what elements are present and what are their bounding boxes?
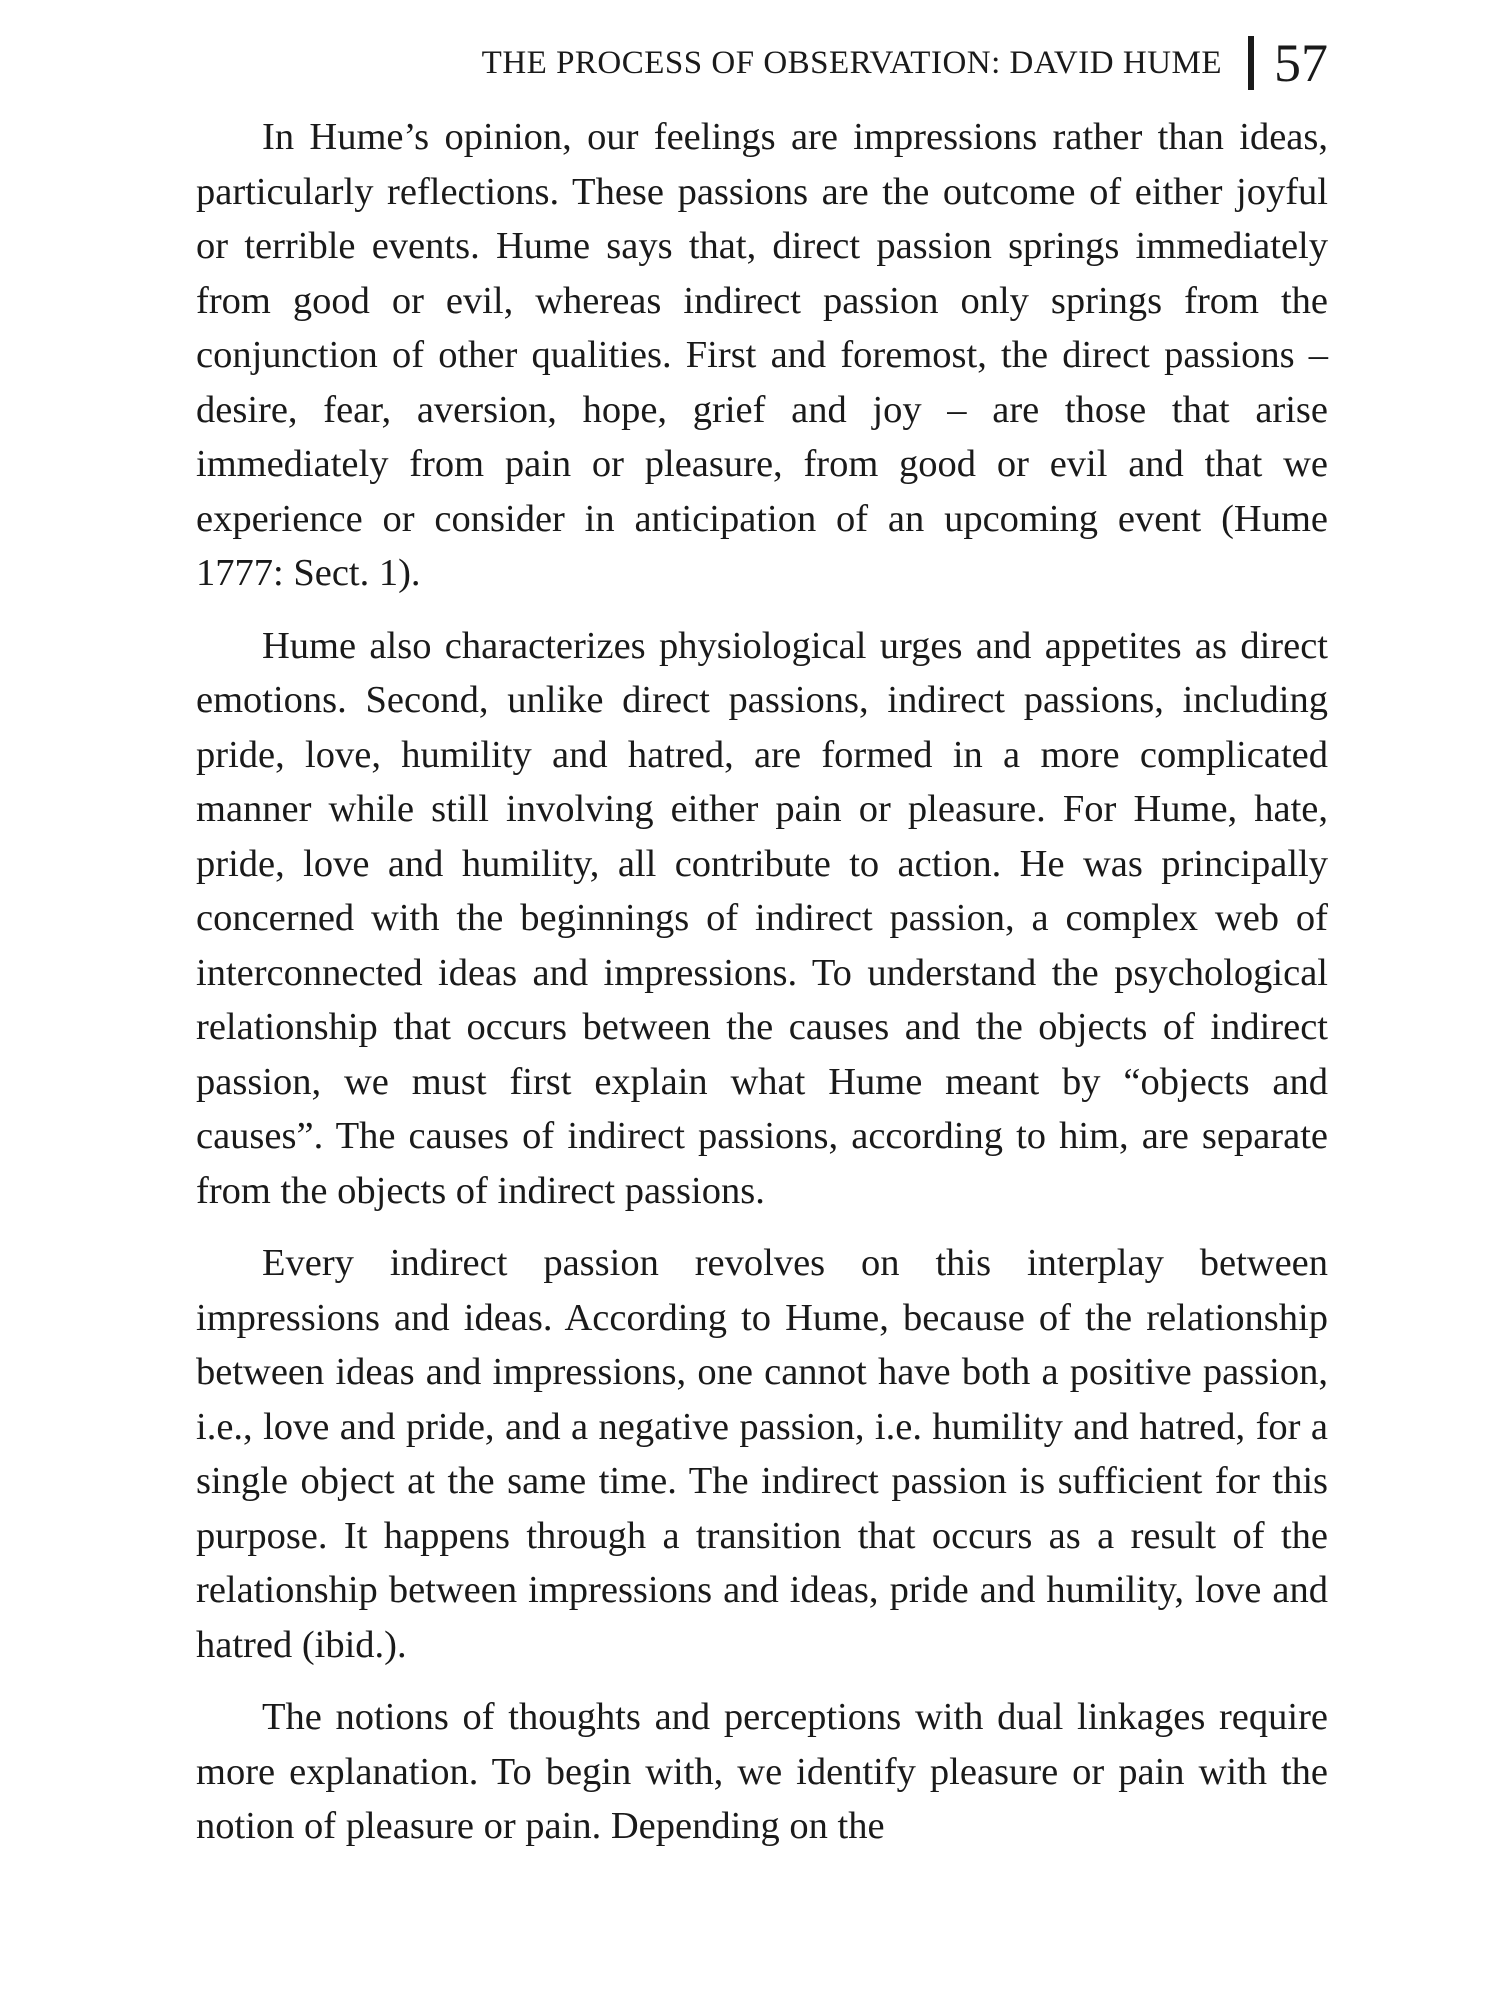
body-text — [196, 110, 1328, 1872]
page-number: 57 — [1274, 33, 1328, 93]
paragraph-4: The notions of thoughts and perceptions with dual linkages require more explanation. To begin with, we identify pleasure or pain with the notion of pleasure or pain. Depending on the — [196, 1696, 1328, 1847]
header-divider — [1248, 36, 1254, 90]
running-head — [200, 30, 1328, 96]
paragraph-1: In Hume’s opinion, our feelings are impressions rather than ideas, particularly reflections. These passions are the outcome of either joyful or terrible events. Hume says that, direct passion springs immediately from good or evil, whereas indirect passion only springs from the conjunction of other qualities. First and foremost, the direct passions – desire, fear, aversion, hope, grief and joy – are those that arise immediately from pain or pleasure, from good or evil and that we experience or consider in anticipation of an upcoming event (Hume 1777: Sect. 1). — [196, 116, 1328, 594]
paragraph-3: Every indirect passion revolves on this interplay between impressions and ideas. According to Hume, because of the relationship between ideas and impressions, one cannot have both a positive passion, i.e., love and pride, and a negative passion, i.e. humility and hatred, for a single object at the same time. The indirect passion is sufficient for this purpose. It happens through a transition that occurs as a result of the relationship between impressions and ideas, pride and humility, love and hatred (ibid.). — [196, 1242, 1328, 1666]
paragraph-2: Hume also characterizes physiological urges and appetites as direct emotions. Second, unlike direct passions, indirect passions, including pride, love, humility and hatred, are formed in a more complicated manner while still involving either pain or pleasure. For Hume, hate, pride, love and humility, all contribute to action. He was principally concerned with the beginnings of indirect passion, a complex web of interconnected ideas and impressions. To understand the psychological relationship that occurs between the causes and the objects of indirect passion, we must first explain what Hume meant by “objects and causes”. The causes of indirect passions, according to him, are separate from the objects of indirect passions. — [196, 624, 1328, 1212]
running-title: THE PROCESS OF OBSERVATION: DAVID HUME — [481, 44, 1222, 81]
